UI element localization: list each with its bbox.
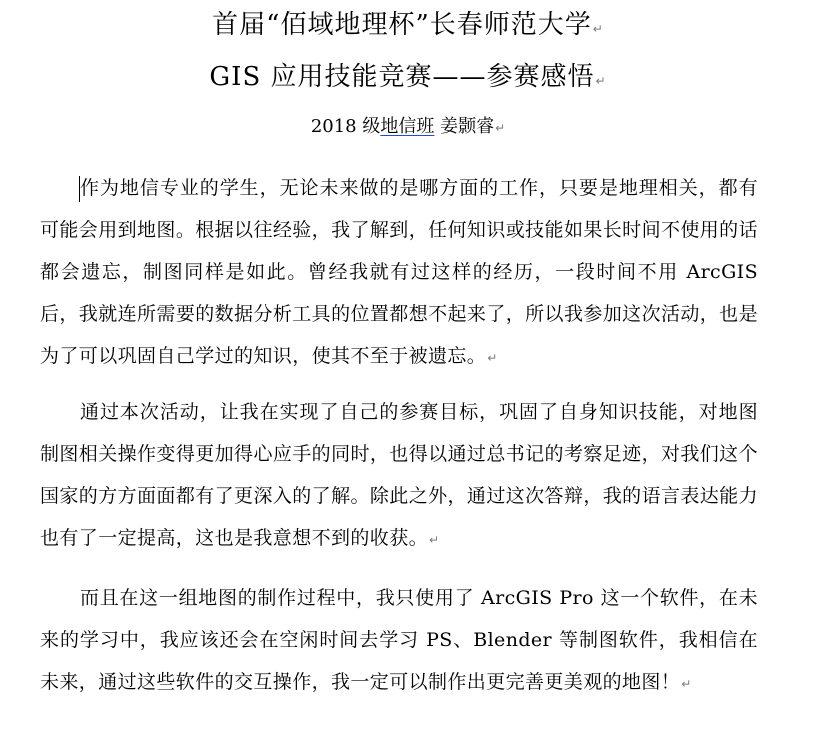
byline-author: 姜颢睿 xyxy=(434,116,495,137)
title-line-1-text: 首届“佰域地理杯”长春师范大学 xyxy=(212,10,592,40)
paragraph-mark-icon: ↵ xyxy=(681,677,692,691)
title-line-2-text: GIS 应用技能竞赛——参赛感悟 xyxy=(209,62,595,92)
paragraph-mark-icon: ↵ xyxy=(429,533,440,547)
paragraph-1-text: 作为地信专业的学生，无论未来做的是哪方面的工作，只要是地理相关，都有可能会用到地图。根据以往经验，我了解到，任何知识或技能如果长时间不使用的话都会遗忘，制图同样是如此。曾经我就有过这样的经历，一段时间不用 ArcGIS 后，我就连所需要的数据分析工具的位置都想不起来了，所以我参加这次活动，也是为了可以巩固自己学过的知识，使其不至于被遗忘。 xyxy=(40,177,758,367)
paragraph-2-text: 通过本次活动，让我在实现了自己的参赛目标，巩固了自身知识技能，对地图制图相关操作变得更加得心应手的同时，也得以通过总书记的考察足迹，对我们这个国家的方方面面都有了更深入的了解。除此之外，通过这次答辩，我的语言表达能力也有了一定提高，这也是我意想不到的收获。 xyxy=(40,401,758,549)
paragraph-mark-icon: ↵ xyxy=(592,22,604,36)
paragraph-mark-icon: ↵ xyxy=(595,74,607,88)
body-paragraph-2[interactable] xyxy=(40,391,758,561)
body-paragraph-1[interactable] xyxy=(40,167,758,379)
document-title-line-1 xyxy=(0,4,816,41)
paragraph-3-text: 而且在这一组地图的制作过程中，我只使用了 ArcGIS Pro 这一个软件，在未来的学习中，我应该还会在空闲时间去学习 PS、Blender 等制图软件，我相信在未来，通过这些软件的交互操作，我一定可以制作出更完善更美观的地图！ xyxy=(40,587,758,693)
document-title-line-2 xyxy=(0,56,816,93)
paragraph-mark-icon: ↵ xyxy=(495,121,506,135)
byline-class-name: 地信班 xyxy=(380,116,435,137)
author-byline xyxy=(0,112,816,138)
byline-year-class: 2018 级 xyxy=(310,116,381,137)
paragraph-mark-icon: ↵ xyxy=(487,351,498,365)
body-paragraph-3[interactable] xyxy=(40,577,758,705)
